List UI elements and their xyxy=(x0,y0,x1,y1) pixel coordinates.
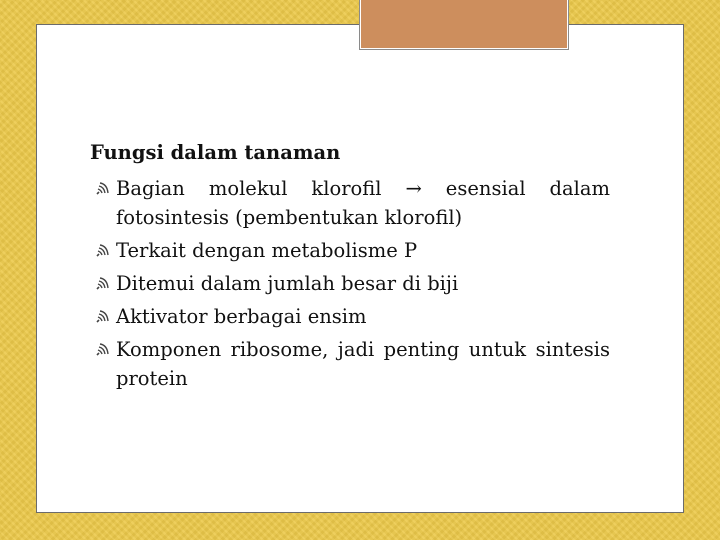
list-item xyxy=(90,335,610,393)
slide-heading: Fungsi dalam tanaman xyxy=(90,141,341,164)
wifi-bullet-icon xyxy=(95,277,113,291)
bullet-list xyxy=(90,174,610,393)
wifi-bullet-icon xyxy=(95,182,113,196)
bullet-text: Aktivator berbagai ensim xyxy=(116,305,367,328)
list-item xyxy=(90,236,610,265)
bullet-text: Ditemui dalam jumlah besar di biji xyxy=(116,272,459,295)
slide-content xyxy=(90,138,610,397)
list-item xyxy=(90,269,610,298)
list-item xyxy=(90,302,610,331)
wifi-bullet-icon xyxy=(95,244,113,258)
accent-tab xyxy=(360,0,568,49)
bullet-text: Terkait dengan metabolisme P xyxy=(116,239,418,262)
wifi-bullet-icon xyxy=(95,310,113,324)
bullet-text: Komponen ribosome, jadi penting untuk sintesis protein xyxy=(116,338,610,390)
list-item xyxy=(90,174,610,232)
bullet-text: Bagian molekul klorofil → esensial dalam fotosintesis (pembentukan klorofil) xyxy=(116,177,610,229)
wifi-bullet-icon xyxy=(95,343,113,357)
